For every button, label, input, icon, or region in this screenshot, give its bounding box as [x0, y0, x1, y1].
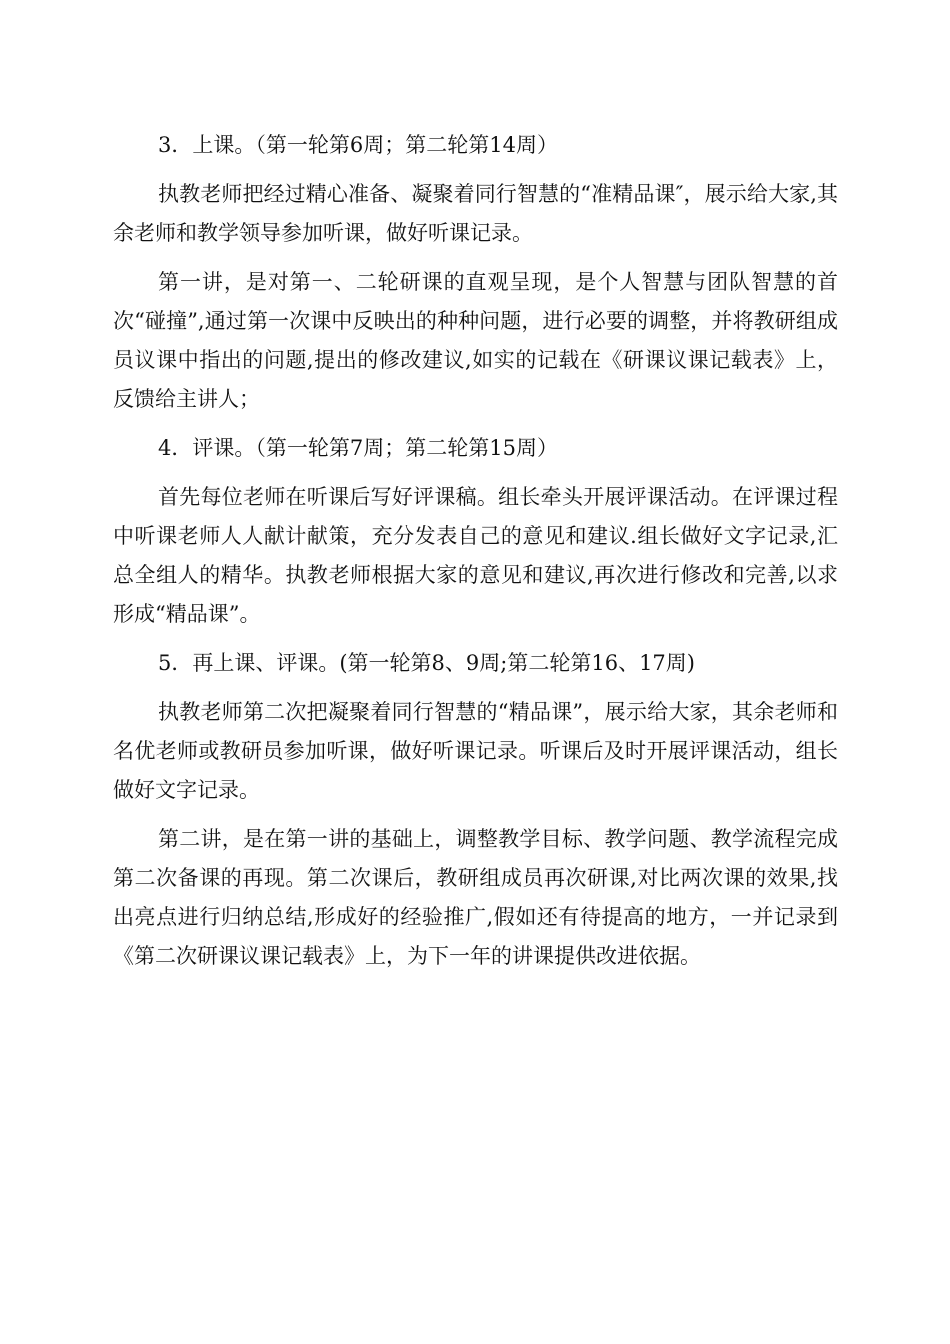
document-body — [113, 126, 838, 976]
paragraph-second-lecture: 第二讲，是在第一讲的基础上，调整教学目标、教学问题、教学流程完成第二次备课的再现。第二次课后，教研组成员再次研课,对比两次课的效果,找出亮点进行归纳总结,形成好的经验推广,假如还有待提高的地方，一并记录到《第二次研课议课记载表》上，为下一年的讲课提供改进依据。 — [113, 827, 838, 968]
paragraph-second-lesson: 执教老师第二次把凝聚着同行智慧的“精品课”，展示给大家，其余老师和名优老师或教研员参加听课，做好听课记录。听课后及时开展评课活动，组长做好文字记录。 — [113, 700, 838, 802]
section-heading-5: 5．再上课、评课。(第一轮第8、9周;第二轮第16、17周) — [158, 651, 695, 675]
section-heading-4: 4．评课。（第一轮第7周；第二轮第15周） — [158, 436, 558, 460]
paragraph-evaluation: 首先每位老师在听课后写好评课稿。组长牵头开展评课活动。在评课过程中听课老师人人献计献策，充分发表自己的意见和建议.组长做好文字记录,汇总全组人的精华。执教老师根据大家的意见和建议,再次进行修改和完善,以求形成“精品课”。 — [113, 485, 838, 626]
paragraph-first-lesson: 执教老师把经过精心准备、凝聚着同行智慧的“准精品课″，展示给大家,其余老师和教学领导参加听课，做好听课记录。 — [113, 182, 838, 245]
section-heading-3: 3．上课。（第一轮第6周；第二轮第14周） — [158, 133, 558, 157]
paragraph-first-lecture: 第一讲，是对第一、二轮研课的直观呈现，是个人智慧与团队智慧的首次“碰撞”,通过第一次课中反映出的种种问题，进行必要的调整，并将教研组成员议课中指出的问题,提出的修改建议,如实的记载在《研课议课记载表》上，反馈给主讲人； — [113, 270, 838, 411]
